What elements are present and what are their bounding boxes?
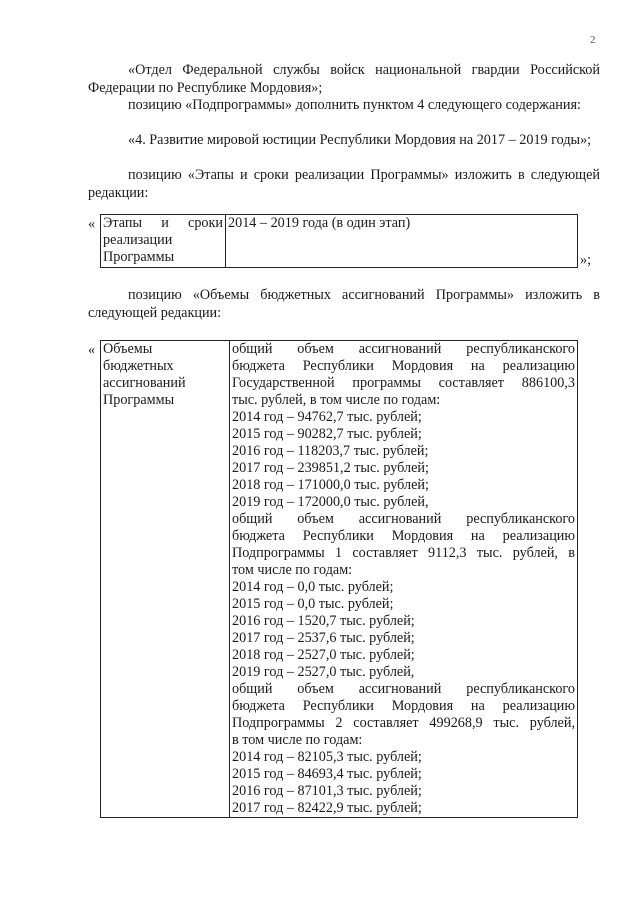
budget-value-line: бюджета Республики Мордовия на реализацию	[232, 698, 575, 714]
budget-value-line: том числе по годам:	[232, 562, 353, 578]
budget-value-line: 2017 год – 239851,2 тыс. рублей;	[232, 460, 429, 476]
budget-label-line: ассигнований	[103, 375, 186, 391]
budget-value-line: 2015 год – 0,0 тыс. рублей;	[232, 596, 394, 612]
close-quote-table1: »;	[580, 252, 592, 268]
budget-value-cell	[230, 341, 578, 818]
budget-value-line: 2017 год – 2537,6 тыс. рублей;	[232, 630, 415, 646]
budget-value-line: Подпрограммы 1 составляет 9112,3 тыс. рублей, в	[232, 545, 575, 561]
budget-value-line: общий объем ассигнований республиканского	[232, 681, 575, 697]
budget-value-line: 2014 год – 94762,7 тыс. рублей;	[232, 409, 422, 425]
paragraph-subprograms: позицию «Подпрограммы» дополнить пунктом 4 следующего содержания:	[128, 97, 581, 113]
stages-label-line: Этапы и сроки	[103, 215, 223, 231]
page-number: 2	[590, 34, 596, 46]
paragraph-service-name: «Отдел Федеральной службы войск национальной гвардии Российской Федерации по Республике Мордовия»;	[88, 62, 600, 96]
stages-table	[100, 214, 578, 268]
budget-label-cell	[101, 341, 230, 818]
budget-label-line: бюджетных	[103, 358, 174, 374]
budget-value-line: 2015 год – 84693,4 тыс. рублей;	[232, 766, 422, 782]
budget-value-line: 2016 год – 87101,3 тыс. рублей;	[232, 783, 422, 799]
budget-value-line: 2016 год – 1520,7 тыс. рублей;	[232, 613, 415, 629]
budget-value-line: бюджета Республики Мордовия на реализацию	[232, 358, 575, 374]
budget-value-line: 2014 год – 82105,3 тыс. рублей;	[232, 749, 422, 765]
budget-value-line: Подпрограммы 2 составляет 499268,9 тыс. рублей,	[232, 715, 575, 731]
budget-value-line: 2018 год – 2527,0 тыс. рублей;	[232, 647, 415, 663]
open-quote-table2: «	[88, 342, 96, 358]
budget-value-line: Государственной программы составляет 886100,3	[232, 375, 575, 391]
budget-value-line: 2019 год – 172000,0 тыс. рублей,	[232, 494, 429, 510]
budget-value-line: 2017 год – 82422,9 тыс. рублей;	[232, 800, 422, 816]
stages-value-cell	[226, 215, 578, 268]
stages-label-line: Программы	[103, 249, 175, 265]
budget-value-line: 2014 год – 0,0 тыс. рублей;	[232, 579, 394, 595]
budget-value-line: общий объем ассигнований республиканского	[232, 511, 575, 527]
stages-value: 2014 – 2019 года (в один этап)	[228, 215, 411, 231]
paragraph-volumes: позицию «Объемы бюджетных ассигнований Программы» изложить в следующей редакции:	[88, 287, 600, 321]
budget-value-line: 2018 год – 171000,0 тыс. рублей;	[232, 477, 429, 493]
paragraph-item-4: «4. Развитие мировой юстиции Республики Мордовия на 2017 – 2019 годы»;	[128, 132, 592, 148]
open-quote-table1: «	[88, 216, 96, 232]
budget-table	[100, 340, 578, 818]
budget-value-line: тыс. рублей, в том числе по годам:	[232, 392, 441, 408]
budget-label-line: Программы	[103, 392, 175, 408]
budget-value-line: в том числе по годам:	[232, 732, 363, 748]
stages-label-line: реализации	[103, 232, 173, 248]
budget-label-line: Объемы	[103, 341, 153, 357]
budget-value-line: бюджета Республики Мордовия на реализацию	[232, 528, 575, 544]
budget-value-line: общий объем ассигнований республиканского	[232, 341, 575, 357]
stages-label-cell	[101, 215, 226, 268]
budget-value-line: 2016 год – 118203,7 тыс. рублей;	[232, 443, 429, 459]
budget-value-line: 2019 год – 2527,0 тыс. рублей,	[232, 664, 415, 680]
paragraph-stages: позицию «Этапы и сроки реализации Программы» изложить в следующей редакции:	[88, 167, 600, 201]
budget-value-line: 2015 год – 90282,7 тыс. рублей;	[232, 426, 422, 442]
